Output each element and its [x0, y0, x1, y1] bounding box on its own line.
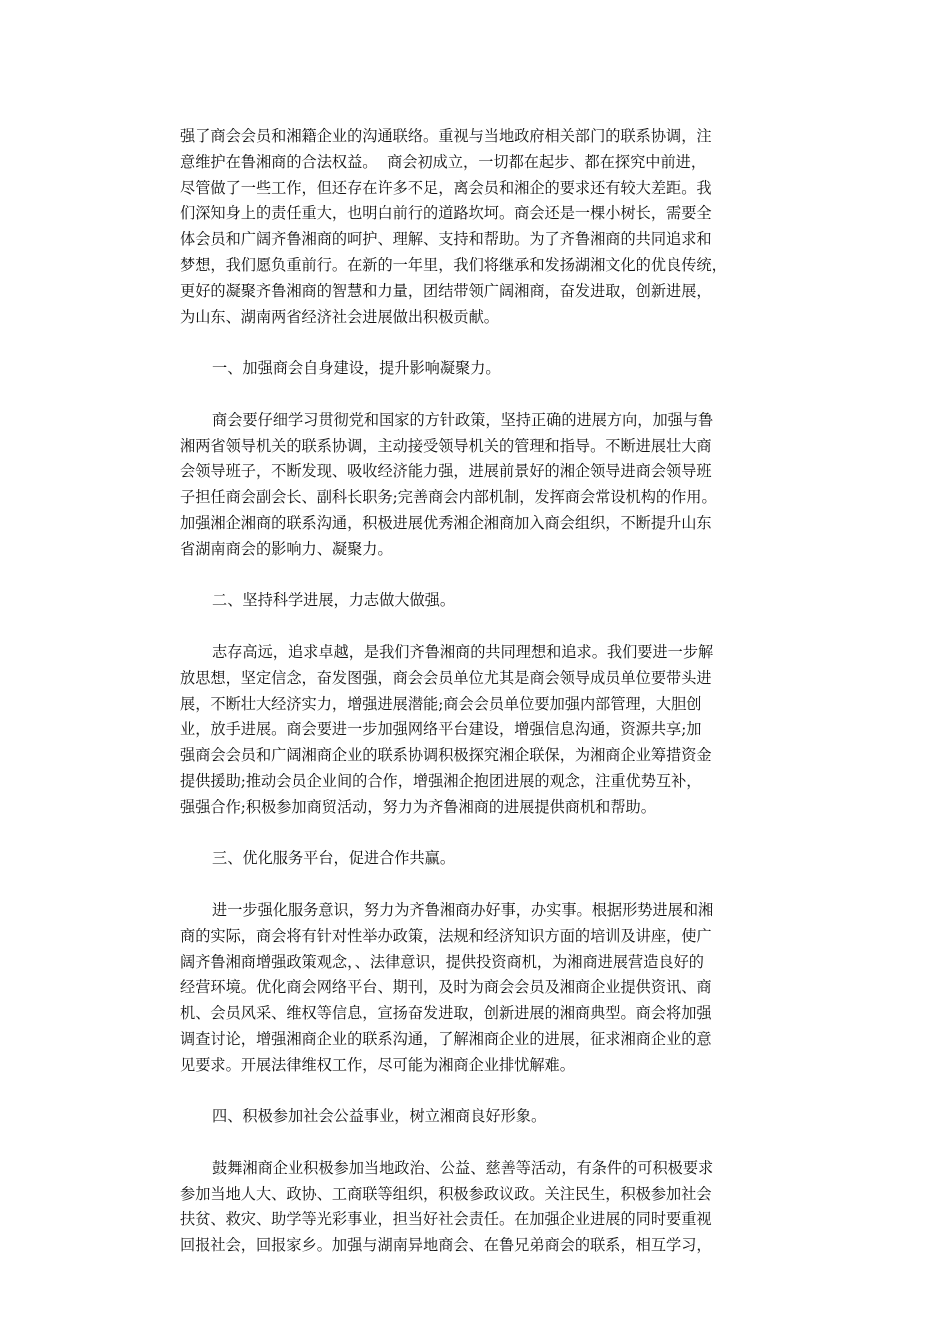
- paragraph-gap: [180, 1078, 782, 1104]
- text-line: 强商会会员和广阔湘商企业的联系协调积极探究湘企联保，为湘商企业筹措资金: [180, 746, 712, 765]
- text-line: 意维护在鲁湘商的合法权益。 商会初成立，一切都在起步、都在探究中前进，: [180, 152, 707, 171]
- text-line: 湘两省领导机关的联系协调，主动接受领导机关的管理和指导。不断进展壮大商: [180, 436, 712, 455]
- text-line: 更好的凝聚齐鲁湘商的智慧和力量，团结带领广阔湘商，奋发进取，创新进展，: [180, 281, 712, 300]
- paragraph-gap: [180, 330, 782, 356]
- text-line: 机、会员风采、维权等信息，宣扬奋发进取，创新进展的湘商典型。商会将加强: [180, 1004, 712, 1023]
- text-line: 志存高远，追求卓越，是我们齐鲁湘商的共同理想和追求。我们要进一步解: [212, 642, 714, 661]
- text-line: 强强合作;积极参加商贸活动，努力为齐鲁湘商的进展提供商机和帮助。: [180, 797, 656, 816]
- text-line: 会领导班子，不断发现、吸收经济能力强，进展前景好的湘企领导进商会领导班: [180, 462, 712, 481]
- text-line: 商会要仔细学习贯彻党和国家的方针政策，坚持正确的进展方向，加强与鲁: [212, 410, 714, 429]
- section-heading: [180, 846, 782, 872]
- text-line: 鼓舞湘商企业积极参加当地政治、公益、慈善等活动，有条件的可积极要求: [212, 1158, 714, 1177]
- text-line: 加强湘企湘商的联系沟通，积极进展优秀湘企湘商加入商会组织，不断提升山东: [180, 513, 712, 532]
- text-line: 放思想，坚定信念，奋发图强，商会会员单位尤其是商会领导成员单位要带头进: [180, 668, 712, 687]
- section-heading: [180, 588, 782, 614]
- heading-line: 三、优化服务平台，促进合作共赢。: [212, 849, 455, 868]
- text-line: 展，不断壮大经济实力，增强进展潜能;商会会员单位要加强内部管理，大胆创: [180, 694, 702, 713]
- heading-line: 一、加强商会自身建设，提升影响凝聚力。: [212, 359, 501, 378]
- text-line: 们深知身上的责任重大，也明白前行的道路坎坷。商会还是一棵小树长，需要全: [180, 204, 712, 223]
- paragraph-gap: [180, 382, 782, 408]
- text-line: 体会员和广阔齐鲁湘商的呵护、理解、支持和帮助。为了齐鲁湘商的共同追求和: [180, 230, 712, 249]
- text-line: 经营环境。优化商会网络平台、期刊，及时为商会会员及湘商企业提供资讯、商: [180, 978, 712, 997]
- heading-line: 二、坚持科学进展，力志做大做强。: [212, 591, 455, 610]
- body-paragraph: [180, 640, 782, 821]
- text-line: 进一步强化服务意识，努力为齐鲁湘商办好事，办实事。根据形势进展和湘: [212, 900, 714, 919]
- text-line: 省湖南商会的影响力、凝聚力。: [180, 539, 393, 558]
- text-line: 业，放手进展。商会要进一步加强网络平台建设，增强信息沟通，资源共享;加: [180, 720, 702, 739]
- text-line: 为山东、湖南两省经济社会进展做出积极贡献。: [180, 307, 499, 326]
- text-line: 子担任商会副会长、副科长职务;完善商会内部机制，发挥商会常设机构的作用。: [180, 488, 717, 507]
- paragraph-gap: [180, 872, 782, 898]
- document-page: [180, 124, 782, 1259]
- paragraph-gap: [180, 614, 782, 640]
- text-line: 商的实际，商会将有针对性举办政策，法规和经济知识方面的培训及讲座，使广: [180, 926, 712, 945]
- text-line: 扶贫、救灾、助学等光彩事业，担当好社会责任。在加强企业进展的同时要重视: [180, 1210, 712, 1229]
- paragraph-gap: [180, 563, 782, 589]
- text-line: 尽管做了一些工作，但还存在许多不足，离会员和湘企的要求还有较大差距。我: [180, 178, 712, 197]
- body-paragraph: [180, 1156, 782, 1259]
- text-line: 阔齐鲁湘商增强政策观念，、法律意识，提供投资商机，为湘商进展营造良好的: [180, 952, 704, 971]
- body-paragraph: [180, 898, 782, 1079]
- text-line: 回报社会，回报家乡。加强与湖南异地商会、在鲁兄弟商会的联系，相互学习，: [180, 1236, 712, 1255]
- text-line: 见要求。开展法律维权工作，尽可能为湘商企业排忧解难。: [180, 1055, 575, 1074]
- paragraph-gap: [180, 821, 782, 847]
- text-line: 强了商会会员和湘籍企业的沟通联络。重视与当地政府相关部门的联系协调，注: [180, 127, 712, 145]
- section-heading: [180, 356, 782, 382]
- text-line: 参加当地人大、政协、工商联等组织，积极参政议政。关注民生，积极参加社会: [180, 1184, 712, 1203]
- text-line: 梦想，我们愿负重前行。在新的一年里，我们将继承和发扬湖湘文化的优良传统，: [180, 255, 727, 274]
- section-heading: [180, 1104, 782, 1130]
- body-paragraph: [180, 408, 782, 563]
- paragraph-gap: [180, 1130, 782, 1156]
- body-paragraph: [180, 124, 782, 330]
- heading-line: 四、积极参加社会公益事业，树立湘商良好形象。: [212, 1107, 547, 1126]
- text-line: 调查讨论，增强湘商企业的联系沟通，了解湘商企业的进展，征求湘商企业的意: [180, 1029, 712, 1048]
- text-line: 提供援助;推动会员企业间的合作，增强湘企抱团进展的观念，注重优势互补，: [180, 771, 702, 790]
